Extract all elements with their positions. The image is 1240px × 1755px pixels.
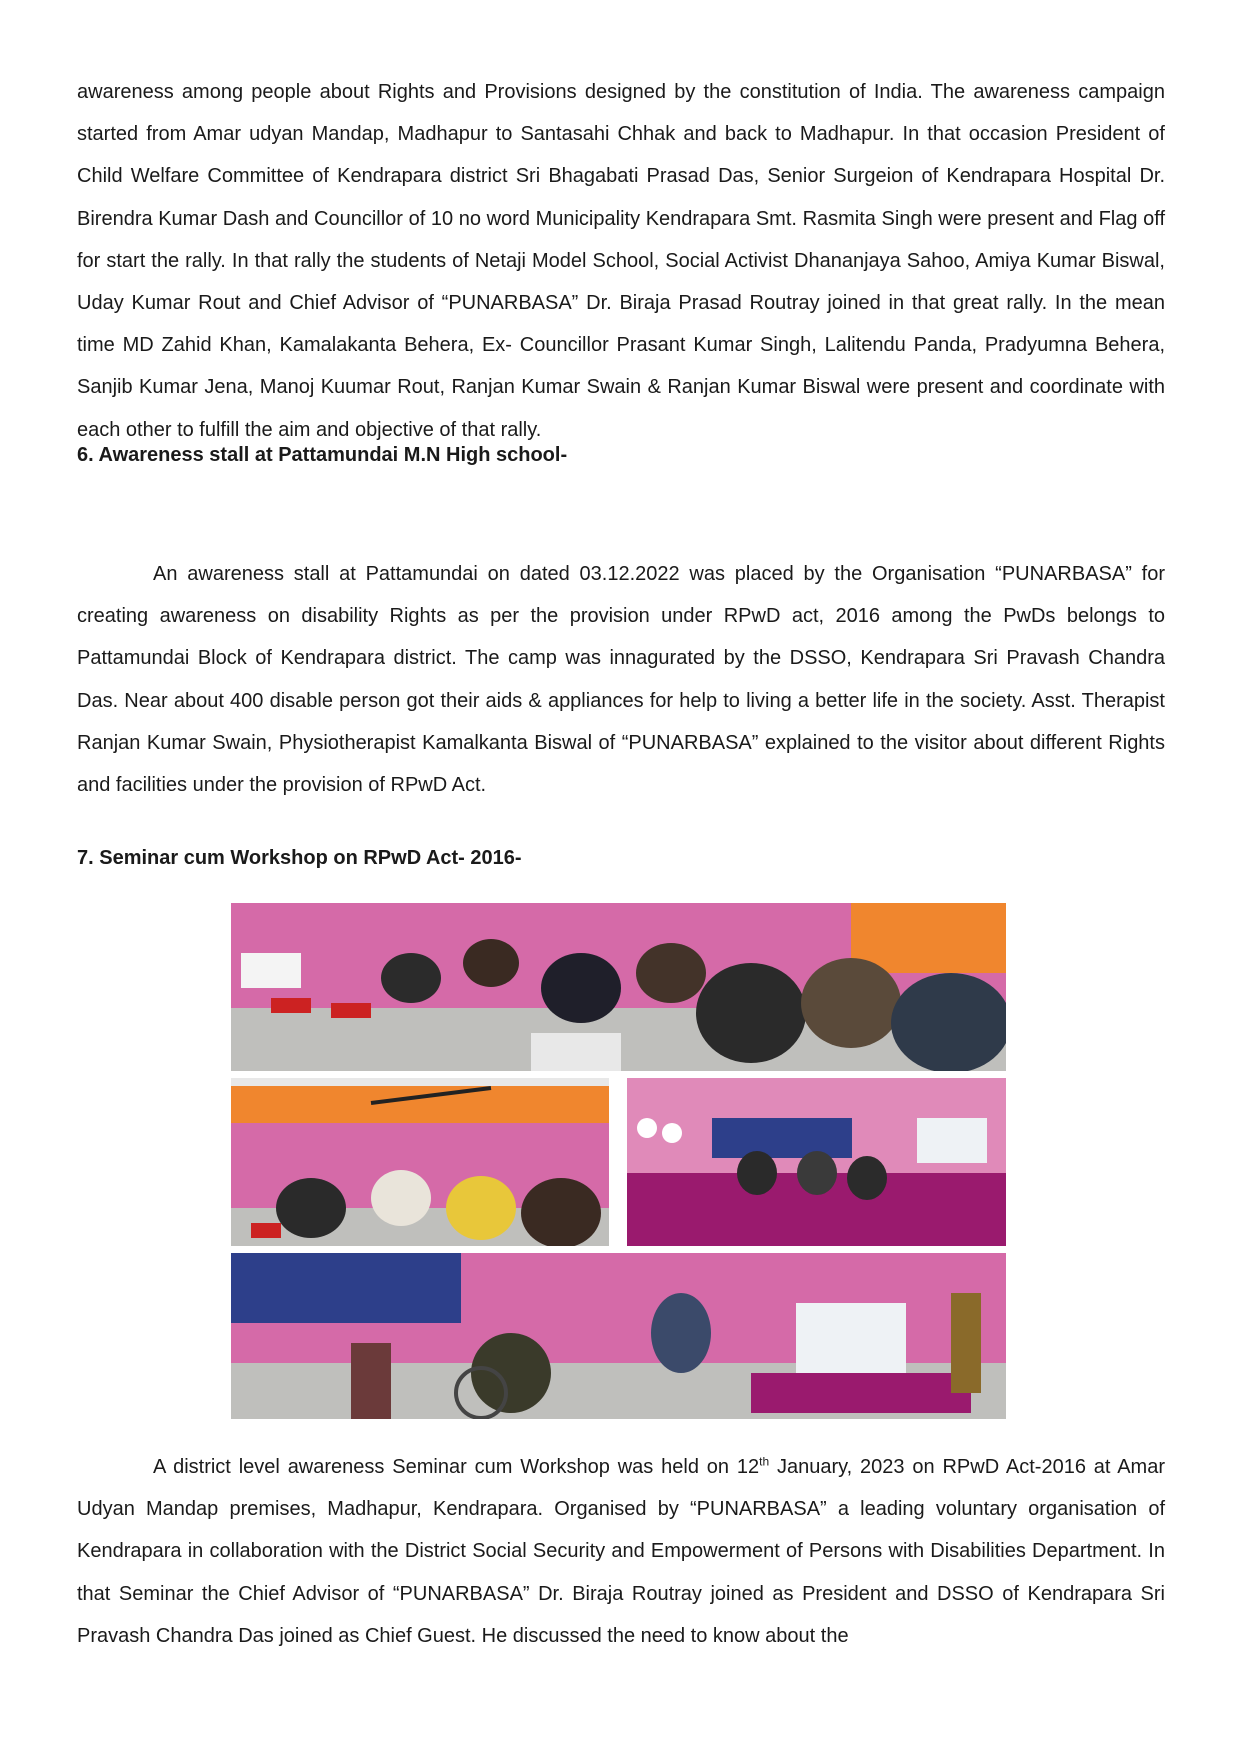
paragraph-seminar bbox=[77, 1446, 1165, 1657]
photo-audience-top bbox=[231, 903, 1006, 1071]
photo-audience-left bbox=[231, 1078, 609, 1246]
photo-speaker-bottom bbox=[231, 1253, 1006, 1419]
superscript-th: th bbox=[759, 1454, 770, 1469]
photo-stage-right-image bbox=[627, 1078, 1006, 1246]
photo-speaker-bottom-image bbox=[231, 1253, 1006, 1419]
photo-audience-left-image bbox=[231, 1078, 609, 1246]
paragraph-rally: awareness among people about Rights and Provisions designed by the constitution of India. The awareness campaign started from Amar udyan Mandap, Madhapur to Santasahi Chhak and back to Madhapur. In that occasion President of Child Welfare Committee of Kendrapara district Sri Bhagabati Prasad Das, Senior Surgeion of Kendrapara Hospital Dr. Birendra Kumar Dash and Councillor of 10 no word Municipality Kendrapara Smt. Rasmita Singh were present and Flag off for start the rally. In that rally the students of Netaji Model School, Social Activist Dhananjaya Sahoo, Amiya Kumar Biswal, Uday Kumar Rout and Chief Advisor of “PUNARBASA” Dr. Biraja Prasad Routray joined in that great rally. In the mean time MD Zahid Khan, Kamalakanta Behera, Ex- Councillor Prasant Kumar Singh, Lalitendu Panda, Pradyumna Behera, Sanjib Kumar Jena, Manoj Kuumar Rout, Ranjan Kumar Swain & Ranjan Kumar Biswal were present and coordinate with each other to fulfill the aim and objective of that rally. bbox=[77, 81, 1165, 441]
paragraph-awareness-stall: An awareness stall at Pattamundai on dated 03.12.2022 was placed by the Organisation “PUNARBASA” for creating awareness on disability Rights as per the provision under RPwD act, 2016 among the PwDs belongs to Pattamundai Block of Kendrapara district. The camp was innagurated by the DSSO, Kendrapara Sri Pravash Chandra Das. Near about 400 disable person got their aids & appliances for help to living a better life in the society. Asst. Therapist Ranjan Kumar Swain, Physiotherapist Kamalkanta Biswal of “PUNARBASA” explained to the visitor about different Rights and facilities under the provision of RPwD Act. bbox=[77, 563, 1165, 797]
section-heading-7: 7. Seminar cum Workshop on RPwD Act- 2016- bbox=[77, 847, 522, 869]
photo-audience-top-image bbox=[231, 903, 1006, 1071]
photo-stage-right bbox=[627, 1078, 1006, 1246]
paragraph-seminar-part1: A district level awareness Seminar cum Workshop was held on 12 bbox=[153, 1456, 760, 1478]
section-heading-6: 6. Awareness stall at Pattamundai M.N High school- bbox=[77, 444, 568, 466]
paragraph-seminar-part2: January, 2023 on RPwD Act-2016 at Amar Udyan Mandap premises, Madhapur, Kendrapara. Organised by “PUNARBASA” a leading voluntary organisation of Kendrapara in collaboration with the District Social Security and Empowerment of Persons with Disabilities Department. In that Seminar the Chief Advisor of “PUNARBASA” Dr. Biraja Routray joined as President and DSSO of Kendrapara Sri Pravash Chandra Das joined as Chief Guest. He discussed the need to know about the bbox=[77, 1456, 1165, 1647]
